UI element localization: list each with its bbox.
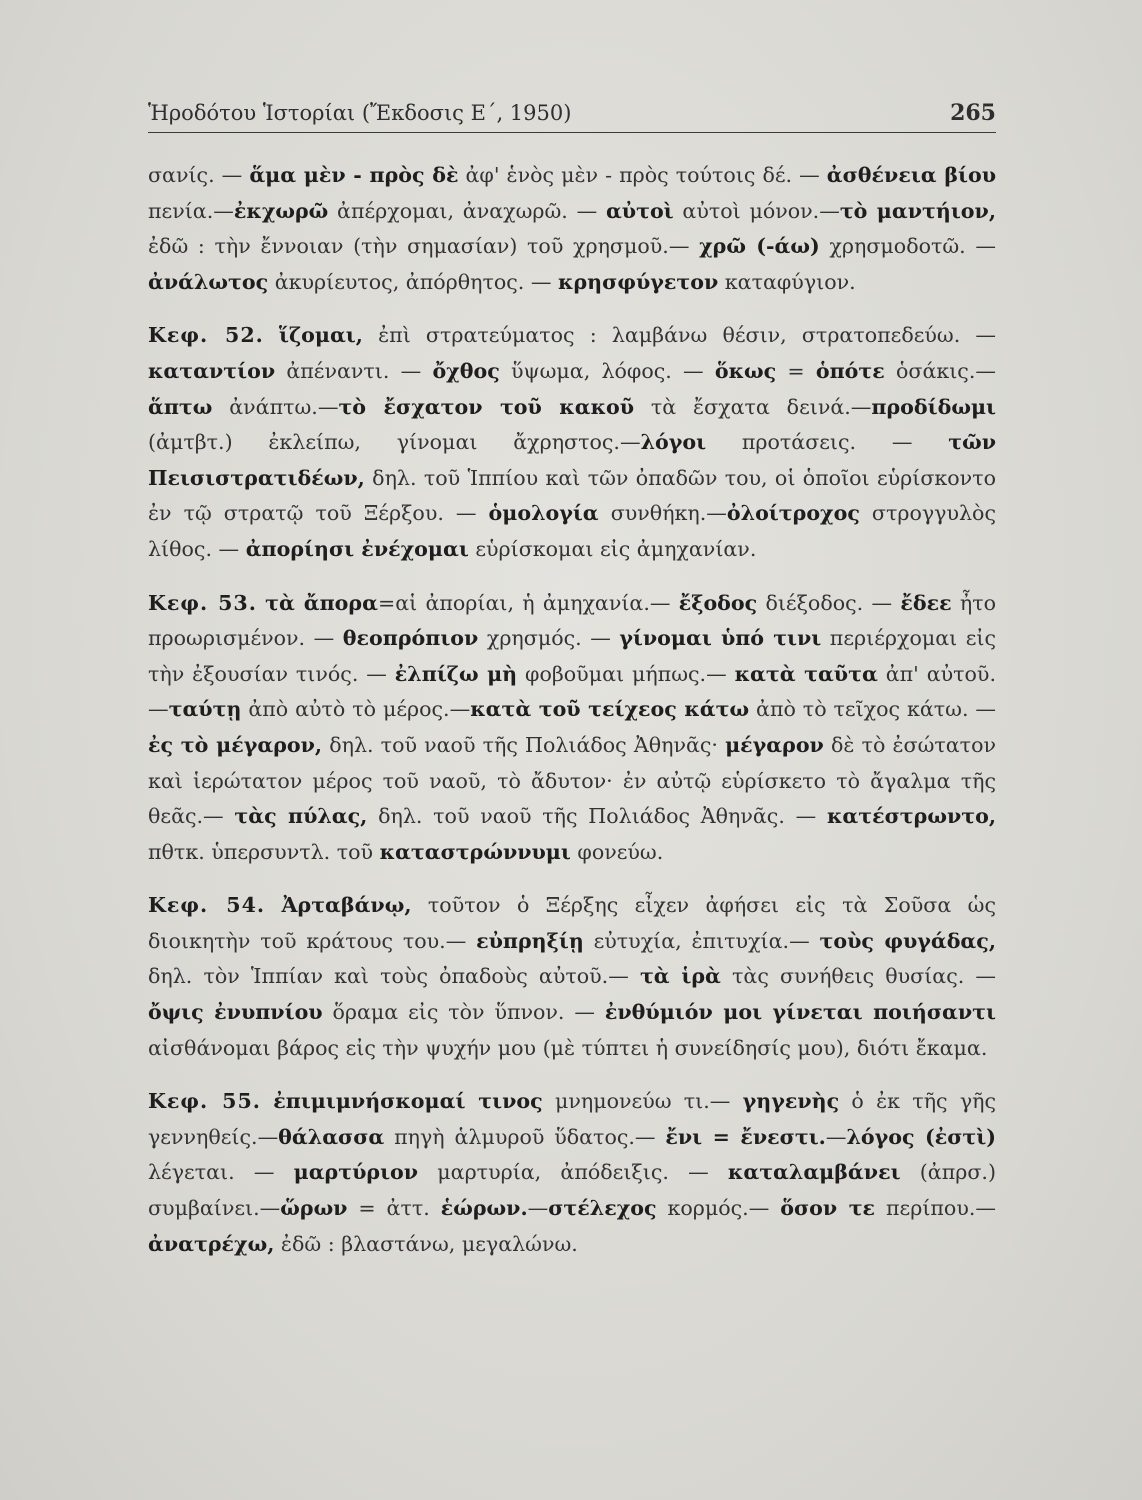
gloss-text: κορμός.— [656, 1196, 781, 1221]
chapter-label: Κεφ. 54. [148, 893, 266, 918]
gloss-text: πηγὴ ἁλμυροῦ ὕδατος.— [384, 1124, 666, 1149]
commentary-paragraph [148, 318, 996, 567]
header-title: Ἡροδότου Ἱστορίαι (Ἔκδοσις Ε΄, 1950) [148, 101, 572, 125]
gloss-text: ὕψωμα, λόφος. — [499, 358, 715, 383]
gloss-text: = [776, 358, 816, 383]
gloss-text: περιέρχομαι εἰς τὴν ἐξουσίαν τινός. — [148, 626, 997, 686]
lemma-term: ὅσον τε [780, 1196, 876, 1221]
lemma-term: λόγοι [640, 430, 707, 455]
lemma-term: τοὺς φυγάδας, [819, 928, 996, 953]
lemma-term: θάλασσα [278, 1124, 385, 1149]
lemma-term: τὸ ἔσχατον τοῦ κακοῦ [338, 394, 635, 419]
gloss-text: ἐδῶ : βλαστάνω, μεγαλώνω. [274, 1231, 578, 1256]
commentary-paragraph [148, 586, 996, 871]
lemma-term: τὰς πύλας, [234, 804, 368, 829]
gloss-text: σανίς. — [148, 163, 250, 187]
lemma-term: καταντίον [148, 358, 276, 383]
lemma-term: ταύτῃ [168, 697, 242, 722]
lemma-term: ἵζομαι, [278, 323, 363, 348]
lemma-term: ὀλοίτροχος [726, 501, 860, 526]
lemma-term: προδίδωμι [871, 394, 996, 419]
lemma-term: ἐλπίζω μὴ [394, 661, 518, 686]
gloss-text: αὐτοὶ μόνον.— [673, 198, 840, 223]
gloss-text: φονεύω. [570, 839, 664, 864]
text-body [148, 158, 996, 1262]
gloss-text: τοῦτον ὁ Ξέρξης εἶχεν ἀφήσει εἰς τὰ Σοῦσα ὡς διοικητὴν τοῦ κράτους του.— [148, 893, 996, 953]
gloss-text: χρησμός. — [478, 626, 620, 651]
gloss-text: τὰς συνήθεις θυσίας. — [720, 964, 996, 989]
lemma-term: ὁμολογία [488, 501, 599, 526]
gloss-text: ἐδῶ : τὴν ἔννοιαν (τὴν σημασίαν) τοῦ χρησμοῦ.— [148, 234, 700, 259]
lemma-term: γηγενὴς [742, 1089, 840, 1114]
lemma-term: ἀνατρέχω, [148, 1231, 275, 1256]
gloss-text: στρογγυλὸς λίθος. — [148, 501, 996, 561]
gloss-text: τὰ ἔσχατα δεινά.— [634, 394, 872, 419]
gloss-text: ἀνάπτω.— [212, 394, 339, 419]
gloss-text: =αἱ ἀπορίαι, ἡ ἀμηχανία.— [377, 590, 679, 615]
gloss-text: αἰσθάνομαι βάρος εἰς τὴν ψυχήν μου (μὲ τύπτει ἡ συνείδησίς μου), διότι ἔκαμα. [148, 1035, 988, 1060]
lemma-term: ἅπτω [148, 394, 213, 419]
gloss-text: δηλ. τὸν Ἱππίαν καὶ τοὺς ὀπαδοὺς αὐτοῦ.— [148, 964, 640, 989]
lemma-term: ἐς τὸ μέγαρον, [148, 732, 323, 757]
lemma-term: ἀσθένεια βίου [826, 163, 996, 187]
lemma-term: ἔξοδος [678, 590, 758, 615]
gloss-text: (ἀμτβτ.) ἐκλείπω, γίνομαι ἄχρηστος.— [148, 430, 641, 455]
gloss-text: μνημονεύω τι.— [542, 1089, 743, 1114]
gloss-text: ἀκυρίευτος, ἀπόρθητος. — [268, 269, 559, 294]
commentary-paragraph [148, 888, 996, 1066]
lemma-term: λόγος (ἐστὶ) [846, 1124, 996, 1149]
lemma-term: ἑώρων. [440, 1196, 528, 1221]
gloss-text: ὅραμα εἰς τὸν ὕπνον. — [322, 1000, 605, 1025]
lemma-term: ἐπιμιμνήσκομαί τινος [273, 1089, 543, 1114]
gloss-text: λέγεται. — [148, 1160, 294, 1185]
gloss-text: — [825, 1124, 847, 1149]
lemma-term: ὄψις ἐνυπνίου [148, 1000, 323, 1025]
commentary-paragraph [148, 1084, 996, 1262]
lemma-term: κατέστρωντο, [826, 804, 996, 829]
gloss-text: χρησμοδοτῶ. — [819, 234, 996, 259]
lemma-term: ἀπορίησι ἐνέχομαι [245, 536, 469, 561]
gloss-text: προτάσεις. — [706, 430, 949, 455]
lemma-term: κατὰ τοῦ τείχεος κάτω [470, 697, 750, 722]
gloss-text: καταφύγιον. [718, 269, 856, 294]
chapter-label: Κεφ. 55. [148, 1089, 261, 1114]
gloss-text: ἦτο προωρισμένον. — [148, 590, 996, 651]
lemma-term: στέλεχος [548, 1196, 657, 1221]
page-number: 265 [950, 100, 996, 126]
gloss-text: ἀπέρχομαι, ἀναχωρῶ. — [328, 198, 606, 223]
gloss-text: (ἀπρσ.) συμβαίνει.— [148, 1160, 996, 1221]
chapter-label: Κεφ. 53. [148, 590, 257, 615]
lemma-term: τὸ μαντήιον, [839, 198, 996, 223]
lemma-term: ἅμα μὲν - πρὸς δὲ [249, 163, 459, 187]
gloss-text: συνθήκη.— [598, 501, 727, 526]
gloss-text: ἐπὶ στρατεύματος : λαμβάνω θέσιν, στρατοπεδεύω. — [362, 323, 997, 348]
gloss-text: ἀπὸ αὐτὸ τὸ μέρος.— [241, 697, 471, 722]
lemma-term: τὰ ἱρὰ [639, 964, 721, 989]
lemma-term: αὐτοὶ [605, 198, 674, 223]
gloss-text: μαρτυρία, ἀπόδειξις. — [418, 1160, 728, 1185]
lemma-term: τὰ ἄπορα [265, 590, 378, 615]
lemma-term: ὥρων [280, 1196, 348, 1221]
gloss-text: ἀπέναντι. — [275, 358, 433, 383]
lemma-term: ἐκχωρῶ [233, 198, 329, 223]
lemma-term: μέγαρον [725, 732, 824, 757]
lemma-term: χρῶ (-άω) [699, 234, 820, 259]
gloss-text: εὑρίσκομαι εἰς ἀμηχανίαν. [468, 536, 757, 561]
lemma-term: εὐπρηξίῃ [476, 928, 584, 953]
lemma-term: κατὰ ταῦτα [734, 661, 878, 686]
gloss-text: — [527, 1196, 549, 1221]
lemma-term: ὄχθος [432, 358, 500, 383]
gloss-text: ἀπὸ τὸ τεῖχος κάτω. — [749, 697, 997, 722]
lemma-term: ἀνάλωτος [148, 269, 269, 294]
lemma-term: θεοπρόπιον [342, 626, 479, 651]
gloss-text: εὐτυχία, ἐπιτυχία.— [583, 928, 820, 953]
gloss-text: φοβοῦμαι μήπως.— [517, 661, 735, 686]
gloss-text: ὁσάκις.— [884, 358, 996, 383]
gloss-text: δηλ. τοῦ ναοῦ τῆς Πολιάδος Ἀθηνᾶς· [322, 732, 726, 757]
lemma-term: καταστρώννυμι [379, 839, 571, 864]
gloss-text: ἀφ' ἑνὸς μὲν - πρὸς τούτοις δέ. — [458, 163, 827, 187]
gloss-text: ἀπ' αὐτοῦ.— [148, 661, 996, 722]
gloss-text: πθτκ. ὑπερσυντλ. τοῦ [148, 839, 380, 864]
gloss-text: δηλ. τοῦ ναοῦ τῆς Πολιάδος Ἀθηνᾶς. — [367, 804, 827, 829]
lemma-term: Ἀρταβάνῳ, [281, 893, 412, 918]
lemma-term: ἐνθύμιόν μοι γίνεται ποιήσαντι [604, 1000, 996, 1025]
lemma-term: ὅκως [714, 358, 777, 383]
gloss-text: δηλ. τοῦ Ἱππίου καὶ τῶν ὀπαδῶν του, οἱ ὁποῖοι εὑρίσκοντο ἐν τῷ στρατῷ τοῦ Ξέρξου. — [148, 465, 996, 526]
lemma-term: ὁπότε [815, 358, 885, 383]
commentary-paragraph [148, 158, 996, 300]
gloss-text: διέξοδος. — [757, 590, 901, 615]
lemma-term: ἔδεε [900, 590, 952, 615]
gloss-text: = ἀττ. [347, 1196, 441, 1221]
lemma-term: κρησφύγετον [558, 269, 719, 294]
gloss-text: περίπου.— [875, 1196, 996, 1221]
gloss-text: ὁ ἐκ τῆς γῆς γεννηθείς.— [148, 1089, 997, 1149]
lemma-term: καταλαμβάνει [727, 1160, 901, 1185]
lemma-term: τῶν Πεισιστρατιδέων, [148, 430, 997, 490]
lemma-term: γίνομαι ὑπό τινι [619, 626, 822, 651]
lemma-term: μαρτύριον [293, 1160, 419, 1185]
chapter-label: Κεφ. 52. [148, 323, 264, 348]
lemma-term: ἔνι = ἔνεστι. [665, 1124, 826, 1149]
gloss-text: πενία.— [148, 198, 234, 223]
running-header [148, 100, 996, 133]
gloss-text: δὲ τὸ ἐσώτατον καὶ ἱερώτατον μέρος τοῦ ναοῦ, τὸ ἄδυτον· ἐν αὐτῷ εὑρίσκετο τὸ ἄγαλμα τῆς θεᾶς.— [148, 732, 996, 829]
